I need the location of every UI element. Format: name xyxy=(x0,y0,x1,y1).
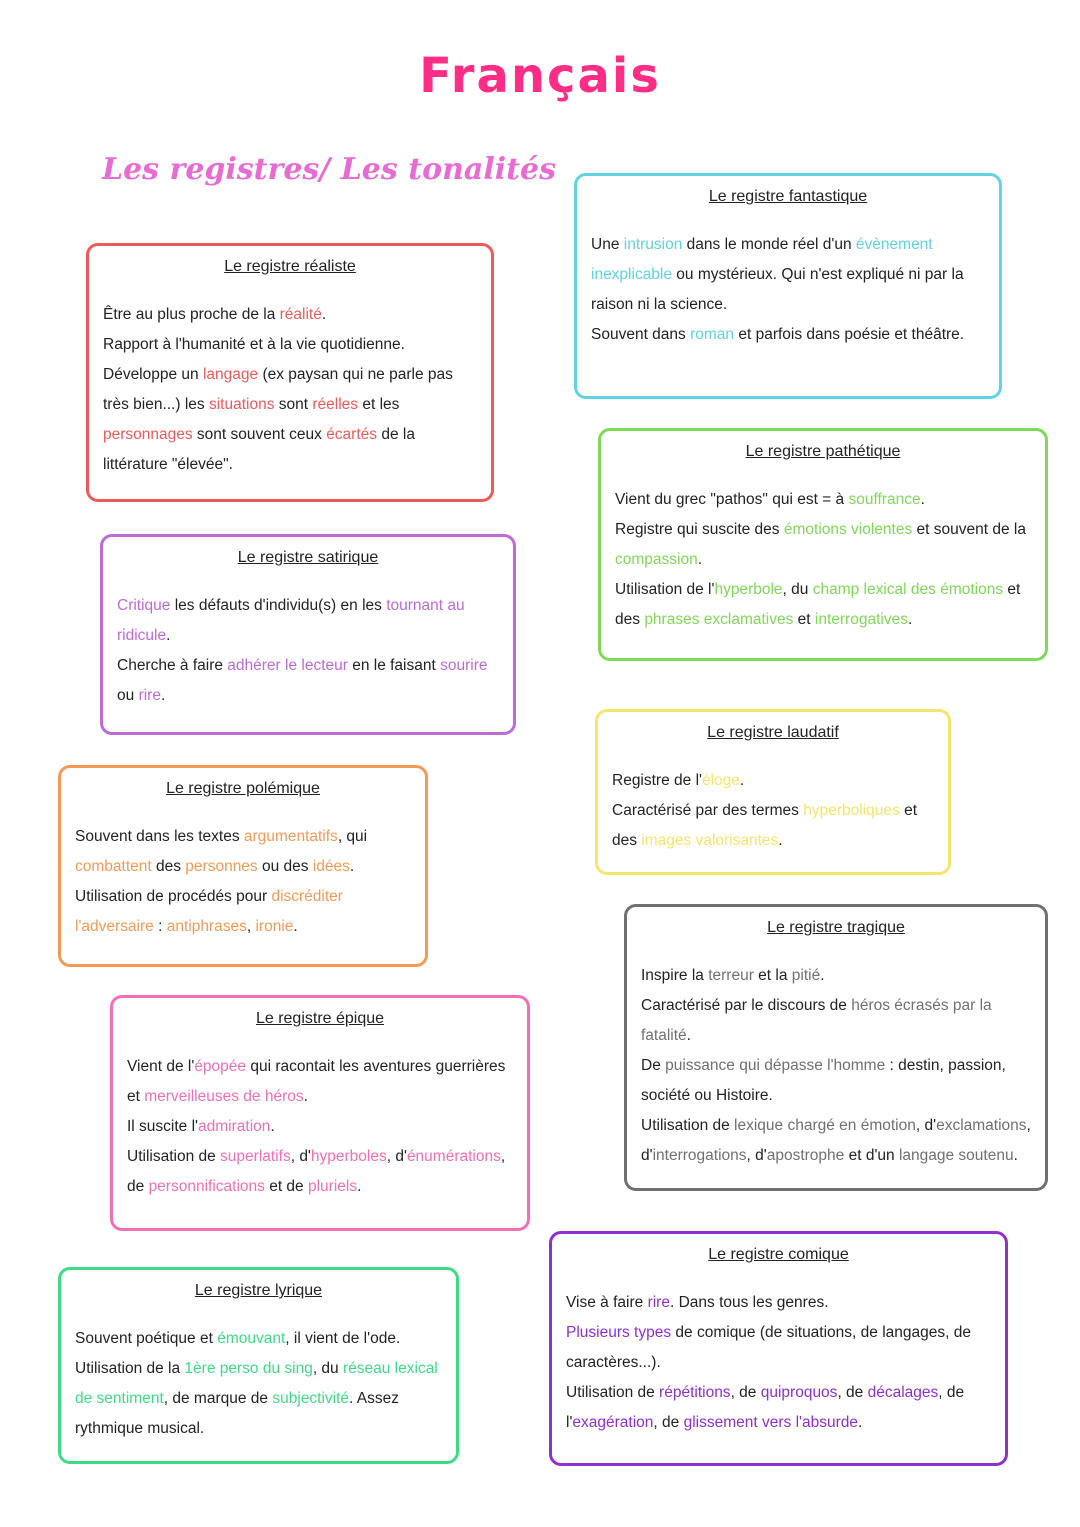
box-paragraph xyxy=(615,485,1031,515)
highlight-term: souffrance xyxy=(848,491,921,508)
text-segment: , il vient de l'ode. xyxy=(285,1330,401,1347)
text-segment: de comique (de situations, de langages, de caractères...). xyxy=(566,1324,971,1371)
box-paragraph xyxy=(127,1112,513,1142)
box-paragraph xyxy=(103,330,477,360)
text-segment: Utilisation de xyxy=(566,1384,660,1401)
text-segment: . xyxy=(303,1088,308,1105)
text-segment: , d' xyxy=(290,1148,311,1165)
text-segment: Une xyxy=(591,236,624,253)
text-segment: des xyxy=(151,858,186,875)
box-paragraph xyxy=(75,882,411,942)
highlight-term: argumentatifs xyxy=(243,828,338,845)
box-heading: Le registre satirique xyxy=(237,549,379,566)
text-segment: de la littérature "élevée". xyxy=(103,426,415,473)
highlight-term: écartés xyxy=(326,426,378,443)
highlight-term: antiphrases xyxy=(166,918,247,935)
text-segment: et parfois dans poésie et théâtre. xyxy=(734,326,965,343)
text-segment: Registre de l' xyxy=(612,772,702,789)
text-segment: et la xyxy=(753,967,792,984)
text-segment: et xyxy=(793,611,815,628)
highlight-term: idées xyxy=(312,858,350,875)
text-segment: ou des xyxy=(257,858,313,875)
highlight-term: réalité xyxy=(279,306,322,323)
text-segment: , de xyxy=(127,1148,506,1195)
box-heading: Le registre fantastique xyxy=(708,188,868,205)
highlight-term: répétitions xyxy=(659,1384,731,1401)
text-segment: . xyxy=(686,1027,691,1044)
highlight-term: sourire xyxy=(440,657,488,674)
text-segment: Vise à faire xyxy=(566,1294,648,1311)
box-paragraph xyxy=(641,991,1031,1051)
text-segment: Rapport à l'humanité et à la vie quotidienne. xyxy=(103,336,405,353)
highlight-term: rire xyxy=(138,687,161,704)
box-paragraph xyxy=(117,591,499,651)
text-segment: Caractérisé par le discours de xyxy=(641,997,852,1014)
highlight-term: phrases exclamatives xyxy=(644,611,794,628)
text-segment: Développe un xyxy=(103,366,203,383)
text-segment: . xyxy=(778,832,783,849)
box-heading: Le registre polémique xyxy=(166,780,320,797)
text-segment: Utilisation de l' xyxy=(615,581,715,598)
box-body xyxy=(612,766,934,856)
text-segment: et les xyxy=(358,396,400,413)
box-paragraph xyxy=(103,360,477,480)
highlight-term: quiproquos xyxy=(760,1384,838,1401)
box-paragraph xyxy=(566,1288,991,1318)
box-paragraph xyxy=(566,1318,991,1378)
text-segment: Il suscite l' xyxy=(127,1118,199,1135)
highlight-term: champ lexical des émotions xyxy=(812,581,1004,598)
text-segment: Souvent poétique et xyxy=(75,1330,218,1347)
box-registre-comique xyxy=(549,1231,1008,1466)
text-segment: . xyxy=(858,1414,863,1431)
box-paragraph xyxy=(591,320,985,350)
text-segment: . xyxy=(357,1178,362,1195)
text-segment: sont souvent ceux xyxy=(192,426,327,443)
text-segment: en le faisant xyxy=(347,657,441,674)
text-segment: . xyxy=(739,772,745,789)
box-heading: Le registre laudatif xyxy=(707,724,839,741)
highlight-term: superlatifs xyxy=(220,1148,291,1165)
highlight-term: ironie xyxy=(255,918,294,935)
text-segment: Utilisation de la xyxy=(75,1360,185,1377)
text-segment: Inspire la xyxy=(641,967,709,984)
highlight-term: discréditer l'adversaire xyxy=(75,888,343,935)
text-segment: Cherche à faire xyxy=(117,657,228,674)
box-body xyxy=(591,230,985,350)
box-registre-pathetique xyxy=(598,428,1048,661)
highlight-term: langage soutenu xyxy=(898,1147,1014,1164)
box-registre-fantastique xyxy=(574,173,1002,399)
text-segment: les défauts d'individu(s) en les xyxy=(170,597,387,614)
highlight-term: interrogatives xyxy=(814,611,908,628)
text-segment: et des xyxy=(612,802,917,849)
box-body xyxy=(615,485,1031,635)
box-body xyxy=(75,822,411,942)
highlight-term: terreur xyxy=(708,967,754,984)
text-segment: . xyxy=(1013,1147,1018,1164)
highlight-term: subjectivité xyxy=(272,1390,350,1407)
highlight-term: réseau lexical de sentiment xyxy=(75,1360,438,1407)
text-segment: et de xyxy=(264,1178,308,1195)
text-segment: . xyxy=(820,967,825,984)
highlight-term: Critique xyxy=(117,597,171,614)
text-segment: . Dans tous les genres. xyxy=(669,1294,829,1311)
box-body xyxy=(127,1052,513,1202)
text-segment: et d'un xyxy=(844,1147,899,1164)
box-body xyxy=(117,591,499,711)
box-body xyxy=(566,1288,991,1438)
text-segment: Vient du grec "pathos" qui est = à xyxy=(615,491,849,508)
box-heading: Le registre lyrique xyxy=(194,1282,323,1299)
text-segment: , d' xyxy=(641,1117,1031,1164)
text-segment: Souvent dans les textes xyxy=(75,828,244,845)
box-registre-laudatif xyxy=(595,709,951,875)
highlight-term: décalages xyxy=(867,1384,939,1401)
text-segment: : xyxy=(153,918,167,935)
box-body xyxy=(641,961,1031,1171)
box-heading: Le registre réaliste xyxy=(224,258,356,275)
text-segment: , d' xyxy=(746,1147,767,1164)
text-segment: Vient de l' xyxy=(127,1058,195,1075)
highlight-term: puissance qui dépasse l'homme xyxy=(665,1057,886,1074)
text-segment: (ex paysan qui ne parle pas très bien...) les xyxy=(103,366,453,413)
text-segment: . xyxy=(697,551,703,568)
highlight-term: hyperbole xyxy=(714,581,783,598)
highlight-term: lexique chargé en émotion xyxy=(734,1117,916,1134)
highlight-term: roman xyxy=(690,326,735,343)
box-registre-epique xyxy=(110,995,530,1231)
box-paragraph xyxy=(75,1354,442,1444)
box-registre-polemique xyxy=(58,765,428,967)
box-paragraph xyxy=(75,1324,442,1354)
box-paragraph xyxy=(641,1051,1031,1111)
highlight-term: intrusion xyxy=(623,236,683,253)
box-heading: Le registre pathétique xyxy=(745,443,901,460)
text-segment: dans le monde réel d'un xyxy=(682,236,856,253)
box-body xyxy=(103,300,477,480)
highlight-term: hyperboliques xyxy=(803,802,900,819)
text-segment: Registre qui suscite des xyxy=(615,521,784,538)
box-paragraph xyxy=(127,1052,513,1112)
highlight-term: images valorisantes xyxy=(641,832,779,849)
text-segment: ou xyxy=(117,687,139,704)
text-segment: Utilisation de xyxy=(127,1148,221,1165)
box-paragraph xyxy=(641,961,1031,991)
box-paragraph xyxy=(103,300,477,330)
highlight-term: admiration xyxy=(198,1118,271,1135)
text-segment: . xyxy=(920,491,925,508)
box-paragraph xyxy=(75,822,411,882)
text-segment: , du xyxy=(312,1360,343,1377)
page-title: Français xyxy=(419,48,661,104)
box-heading: Le registre épique xyxy=(255,1010,385,1027)
box-heading: Le registre comique xyxy=(708,1246,849,1263)
highlight-term: exagération xyxy=(572,1414,654,1431)
text-segment: , d' xyxy=(386,1148,407,1165)
highlight-term: évènement inexplicable xyxy=(591,236,933,283)
text-segment: , xyxy=(246,918,256,935)
highlight-term: langage xyxy=(202,366,259,383)
text-segment: et souvent de la xyxy=(912,521,1026,538)
highlight-term: tournant au ridicule xyxy=(117,597,465,644)
highlight-term: 1ère perso du sing xyxy=(184,1360,313,1377)
box-paragraph xyxy=(612,766,934,796)
box-paragraph xyxy=(615,575,1031,635)
box-paragraph xyxy=(641,1111,1031,1171)
text-segment: Être au plus proche de la xyxy=(103,306,280,323)
text-segment: , de xyxy=(730,1384,761,1401)
highlight-term: personnes xyxy=(185,858,258,875)
highlight-term: exclamations xyxy=(936,1117,1027,1134)
box-registre-realiste xyxy=(86,243,494,502)
text-segment: et des xyxy=(615,581,1021,628)
box-registre-satirique xyxy=(100,534,516,735)
box-paragraph xyxy=(117,651,499,711)
box-paragraph xyxy=(591,230,985,320)
highlight-term: Plusieurs types xyxy=(566,1324,672,1341)
box-registre-tragique xyxy=(624,904,1048,1191)
text-segment: . xyxy=(166,627,171,644)
highlight-term: compassion xyxy=(615,551,698,568)
text-segment: . xyxy=(160,687,166,704)
highlight-term: énumérations xyxy=(406,1148,501,1165)
highlight-term: hyperboles xyxy=(310,1148,387,1165)
text-segment: , de marque de xyxy=(163,1390,273,1407)
text-segment: . xyxy=(293,918,298,935)
text-segment: . xyxy=(349,858,355,875)
text-segment: . xyxy=(907,611,913,628)
highlight-term: adhérer le lecteur xyxy=(227,657,348,674)
box-paragraph xyxy=(566,1378,991,1438)
highlight-term: apostrophe xyxy=(766,1147,845,1164)
text-segment: : destin, passion, société ou Histoire. xyxy=(641,1057,1006,1104)
highlight-term: merveilleuses de héros xyxy=(144,1088,304,1105)
text-segment: Caractérisé par des termes xyxy=(612,802,804,819)
highlight-term: glissement vers l'absurde xyxy=(683,1414,858,1431)
text-segment: . xyxy=(321,306,327,323)
box-paragraph xyxy=(127,1142,513,1202)
highlight-term: réelles xyxy=(312,396,359,413)
box-registre-lyrique xyxy=(58,1267,459,1464)
text-segment: . Assez rythmique musical. xyxy=(75,1390,399,1437)
highlight-term: interrogations xyxy=(652,1147,747,1164)
text-segment: , qui xyxy=(337,828,368,845)
highlight-term: personnages xyxy=(103,426,193,443)
highlight-term: éloge xyxy=(701,772,740,789)
text-segment: , du xyxy=(782,581,813,598)
text-segment: Utilisation de procédés pour xyxy=(75,888,272,905)
box-paragraph xyxy=(612,796,934,856)
box-paragraph xyxy=(615,515,1031,575)
highlight-term: personnifications xyxy=(148,1178,265,1195)
text-segment: . xyxy=(270,1118,275,1135)
text-segment: , de xyxy=(653,1414,684,1431)
highlight-term: héros écrasés par la fatalité xyxy=(641,997,992,1044)
text-segment: ou mystérieux. Qui n'est expliqué ni par la raison ni la science. xyxy=(591,266,964,313)
highlight-term: pluriels xyxy=(307,1178,358,1195)
text-segment: qui racontait les aventures guerrières et xyxy=(127,1058,506,1105)
text-segment: , d' xyxy=(915,1117,937,1134)
highlight-term: situations xyxy=(208,396,275,413)
highlight-term: pitié xyxy=(791,967,821,984)
box-body xyxy=(75,1324,442,1444)
text-segment: Souvent dans xyxy=(591,326,691,343)
text-segment: , de l' xyxy=(566,1384,965,1431)
text-segment: De xyxy=(641,1057,666,1074)
box-heading: Le registre tragique xyxy=(767,919,905,936)
highlight-term: épopée xyxy=(194,1058,247,1075)
section-subtitle: Les registres/ Les tonalités xyxy=(102,152,556,187)
highlight-term: combattent xyxy=(75,858,152,875)
highlight-term: émouvant xyxy=(217,1330,286,1347)
highlight-term: émotions violentes xyxy=(783,521,913,538)
text-segment: , de xyxy=(837,1384,868,1401)
text-segment: Utilisation de xyxy=(641,1117,735,1134)
text-segment: sont xyxy=(274,396,313,413)
highlight-term: rire xyxy=(647,1294,670,1311)
